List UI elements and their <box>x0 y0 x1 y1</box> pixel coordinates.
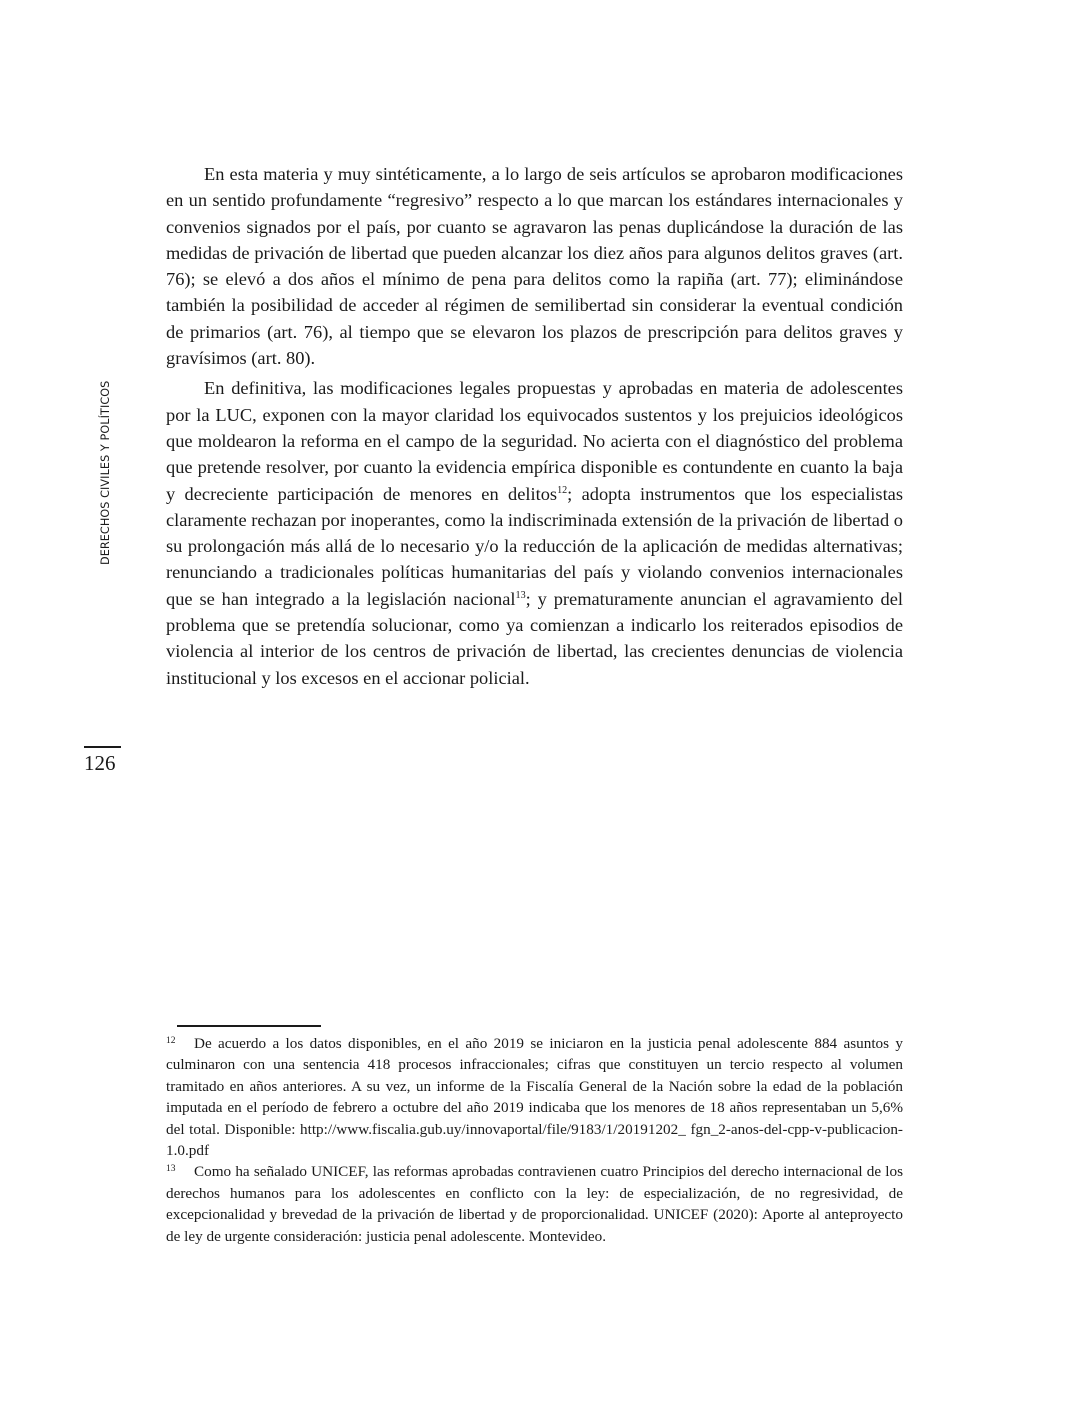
body-text <box>166 161 903 691</box>
paragraph-1: En esta materia y muy sintéticamente, a lo largo de seis artículos se aprobaron modificaciones en un sentido profundamente “regresivo” respecto a lo que marcan los estándares internacionales y convenios signados por el país, por cuanto se agravaron las penas duplicándose la duración de las medidas de privación de libertad que pueden alcanzar los diez años para algunos delitos graves (art. 76); se elevó a dos años el mínimo de pena para delitos como la rapiña (art. 77); eliminándose también la posibilidad de acceder al régimen de semilibertad sin considerar la eventual condición de primarios (art. 76), al tiempo que se elevaron los plazos de prescripción para delitos graves y gravísimos (art. 80). <box>166 164 903 369</box>
paragraph-2-part-3: ; y prematuramente anuncian el agravamiento del problema que se pretendía solucionar, como ya comienzan a indicarlo los reiterados episodios de violencia al interior de los centros de privación de libertad, las crecientes denuncias de violencia institucional y los excesos en el accionar policial. <box>166 588 903 688</box>
page-number-block <box>84 746 122 775</box>
footnote-separator <box>177 1025 321 1027</box>
footnote-12: 12 De acuerdo a los datos disponibles, en el año 2019 se iniciaron en la justicia penal adolescente 884 asuntos y culminaron con una sentencia 418 procesos infraccionales; cifras que constituyen un tercio respecto al volumen tramitado en años anteriores. A su vez, un informe de la Fiscalía General de la Nación sobre la edad de la población imputada en el período de febrero a octubre del año 2019 indicaba que los menores de 18 años representaban un 5,6% del total. Disponible: http://www.fiscalia.gub.uy/innovaportal/file/9183/1/20191202_ fgn_2-anos-del-cpp-v-publicacion-1.0.pdf <box>166 1035 903 1160</box>
paragraph-2 <box>166 375 903 691</box>
page-number-rule <box>84 746 121 748</box>
page-number: 126 <box>84 750 116 775</box>
footnote-13: 13 Como ha señalado UNICEF, las reformas aprobadas contravienen cuatro Principios del derecho internacional de los derechos humanos para los adolescentes en conflicto con la ley: de especialización, de no regresividad, de excepcionalidad y brevedad de la privación de libertad y de proporcionalidad. UNICEF (2020): Aporte al anteproyecto de ley de urgente consideración: justicia penal adolescente. Montevideo. <box>166 1163 903 1245</box>
footnote-ref-13[interactable]: 13 <box>515 589 526 601</box>
paragraph-2-part-2: ; adopta instrumentos que los especialistas claramente rechazan por inoperantes, como la indiscriminada extensión de la privación de libertad o su prolongación más allá de lo necesario y/o la reducción de la aplicación de medidas alternativas; renunciando a tradicionales políticas humanitarias del país y violando convenios internacionales que se han integrado a la legislación nacional <box>166 483 903 609</box>
footnote-text: Como ha señalado UNICEF, las reformas aprobadas contravienen cuatro Principios del derecho internacional de los derechos humanos para los adolescentes en conflicto con la ley: de especialización, de no regresividad, de excepcionalidad y brevedad de la privación de libertad y de proporcionalidad. UNICEF (2020): Aporte al anteproyecto de ley de urgente consideración: justicia penal adolescente. Montevideo. <box>166 1163 903 1245</box>
footnote-ref-12[interactable]: 12 <box>557 484 568 496</box>
paragraph-2-part-1: En definitiva, las modificaciones legales propuestas y aprobadas en materia de adolescentes por la LUC, exponen con la mayor claridad los equivocados sustentos y los prejuicios ideológicos que moldearon la reforma en el campo de la seguridad. No acierta con el diagnóstico del problema que pretende resolver, por cuanto la evidencia empírica disponible es contundente en cuanto la baja y decreciente participación de menores en delitos <box>166 378 903 504</box>
footnote-text: De acuerdo a los datos disponibles, en el año 2019 se iniciaron en la justicia penal adolescente 884 asuntos y culminaron con una sentencia 418 procesos infraccionales; cifras que constituyen un tercio respecto al volumen tramitado en años anteriores. A su vez, un informe de la Fiscalía General de la Nación sobre la edad de la población imputada en el período de febrero a octubre del año 2019 indicaba que los menores de 18 años representaban un 5,6% del total. Disponible: http://www.fiscalia.gub.uy/innovaportal/file/9183/1/20191202_ fgn_2-anos-del-cpp-v-publicacion-1.0.pdf <box>166 1035 903 1160</box>
running-head-text: DERECHOS CIVILES Y POLÍTICOS <box>99 380 112 565</box>
running-head <box>80 365 150 565</box>
footnotes <box>166 1033 903 1247</box>
